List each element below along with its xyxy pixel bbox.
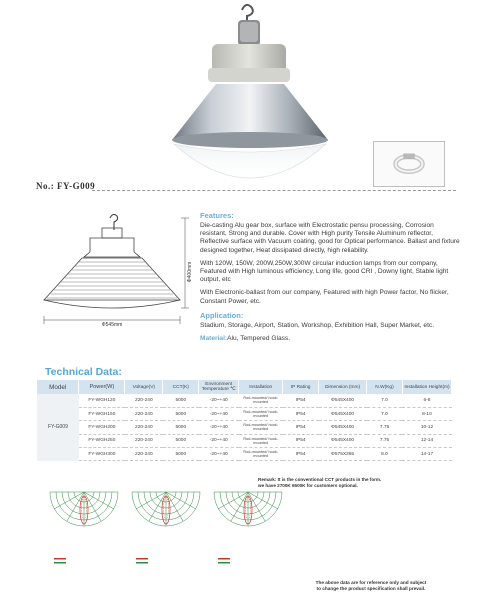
column-header: IP Rating (283, 380, 319, 394)
features-paragraph: Die-casting Alu gear box, surface with Electrostatic pensu processing, Corrosion resistant, Strong and durable. Cover with High purity Tensile Aluminum reflector, Reflective surface with Vacuum coating, good for Optical performance. Ballast and fixture designed together, Heat dissipated directly, high reliability. (200, 222, 460, 254)
column-header: Power(W) (79, 380, 125, 394)
dimension-cell: Φ545X400 (319, 407, 367, 420)
dimension-cell: Φ545X400 (319, 434, 367, 447)
features-section (200, 211, 462, 343)
model-cell: FY-G009 (37, 394, 79, 461)
table-row (37, 421, 452, 434)
height-cell: 12-14 (402, 434, 451, 447)
cct-cell: 5000 (163, 448, 199, 461)
voltage-cell: 220-240 (125, 434, 163, 447)
installation-cell: Rod-mounted/ hook-mounted (239, 394, 283, 407)
remark-line: Remark: It is the conventional CCT products in the form. (258, 477, 382, 482)
installation-cell: Rod-mounted/ hook-mounted (239, 448, 283, 461)
application-text: Stadium, Storage, Airport, Station, Workshop, Exhibition Hall, Super Market, etc. (200, 321, 435, 329)
weight-cell: 7.0 (367, 394, 403, 407)
model-number-label: No.: FY-G009 (36, 181, 96, 191)
technical-data-table (37, 380, 452, 461)
temp-cell: -20~+40 (199, 394, 239, 407)
polar-diagram (50, 492, 118, 564)
column-header: Installation Height(m) (402, 380, 451, 394)
model-number (36, 181, 95, 191)
power-cell: FY-WGH150 (79, 407, 125, 420)
column-header: CCT(K) (163, 380, 199, 394)
column-header: N.W(Kg) (367, 380, 403, 394)
disclaimer-note (285, 580, 457, 591)
power-cell: FY-WGH250 (79, 434, 125, 447)
lamp-tube-thumbnail (373, 141, 445, 187)
cct-cell: 5000 (163, 421, 199, 434)
weight-cell: 7.75 (367, 421, 403, 434)
temp-cell: -20~+40 (199, 448, 239, 461)
table-row (37, 434, 452, 447)
temp-cell: -20~+40 (199, 407, 239, 420)
height-cell: 10-12 (402, 421, 451, 434)
weight-cell: 7.0 (367, 407, 403, 420)
remark-line: we have 2700K 6500K for customers optional. (258, 482, 358, 488)
voltage-cell: 220-240 (125, 407, 163, 420)
installation-cell: Rod-mounted/ hook-mounted (239, 434, 283, 447)
table-row (37, 394, 452, 407)
column-header: Installation (239, 380, 283, 394)
voltage-cell: 220-240 (125, 394, 163, 407)
disclaimer-line: to change the product specification shall prevail. (316, 585, 426, 591)
height-cell: 8-10 (402, 407, 451, 420)
power-cell: FY-WGH200 (79, 421, 125, 434)
material-value: Alu, Tempered Glass. (227, 335, 291, 343)
dimension-cell: Φ545X400 (319, 394, 367, 407)
temp-cell: -20~+40 (199, 434, 239, 447)
column-header: Model (37, 380, 79, 394)
power-cell: FY-WGH300 (79, 448, 125, 461)
table-row (37, 407, 452, 420)
dimension-diagram (32, 212, 192, 338)
installation-cell: Rod-mounted/ hook-mounted (239, 407, 283, 420)
column-header: Environment Temperature ℃ (199, 380, 239, 394)
height-cell: 6-8 (402, 394, 451, 407)
weight-cell: 8.0 (367, 448, 403, 461)
installation-cell: Rod-mounted/ hook-mounted (239, 421, 283, 434)
power-cell: FY-WGH120 (79, 394, 125, 407)
remark-note (258, 477, 454, 488)
column-header: Dimension (mm) (319, 380, 367, 394)
width-dimension: Φ545mm (101, 322, 123, 328)
material-label: Material: (200, 335, 228, 343)
weight-cell: 7.75 (367, 434, 403, 447)
ip-cell: IP54 (283, 434, 319, 447)
cct-cell: 5000 (163, 394, 199, 407)
features-paragraph: With Electronic-ballast from our company, Featured with high Power factor, No flicker, Constant Power, etc. (200, 289, 449, 305)
dimension-cell: Φ545X400 (319, 421, 367, 434)
ip-cell: IP54 (283, 407, 319, 420)
temp-cell: -20~+40 (199, 421, 239, 434)
product-photo (150, 2, 350, 198)
cct-cell: 5000 (163, 434, 199, 447)
ip-cell: IP54 (283, 394, 319, 407)
table-row (37, 448, 452, 461)
light-distribution-curves (44, 488, 284, 568)
features-heading: Features: (200, 211, 234, 220)
column-header: Voltage(V) (125, 380, 163, 394)
technical-data-title: Technical Data: (45, 366, 122, 378)
cct-cell: 5000 (163, 407, 199, 420)
voltage-cell: 220-240 (125, 448, 163, 461)
application-heading: Application: (200, 310, 244, 320)
ip-cell: IP54 (283, 421, 319, 434)
voltage-cell: 220-240 (125, 421, 163, 434)
divider (92, 190, 456, 191)
height-cell: 14-17 (402, 448, 451, 461)
dimension-cell: Φ575X365 (319, 448, 367, 461)
height-dimension: Φ400mm (187, 261, 193, 283)
material-line (200, 335, 462, 343)
features-paragraph: With 120W, 150W, 200W,250W,300W circular induction lamps from our company, Featured with High luminous efficiency, Long life, good CRI , Downy light, Stable light output, etc (200, 259, 449, 284)
disclaimer-line: The above data are for reference only and subject (315, 580, 427, 585)
ip-cell: IP54 (283, 448, 319, 461)
table-header-row (37, 380, 452, 394)
